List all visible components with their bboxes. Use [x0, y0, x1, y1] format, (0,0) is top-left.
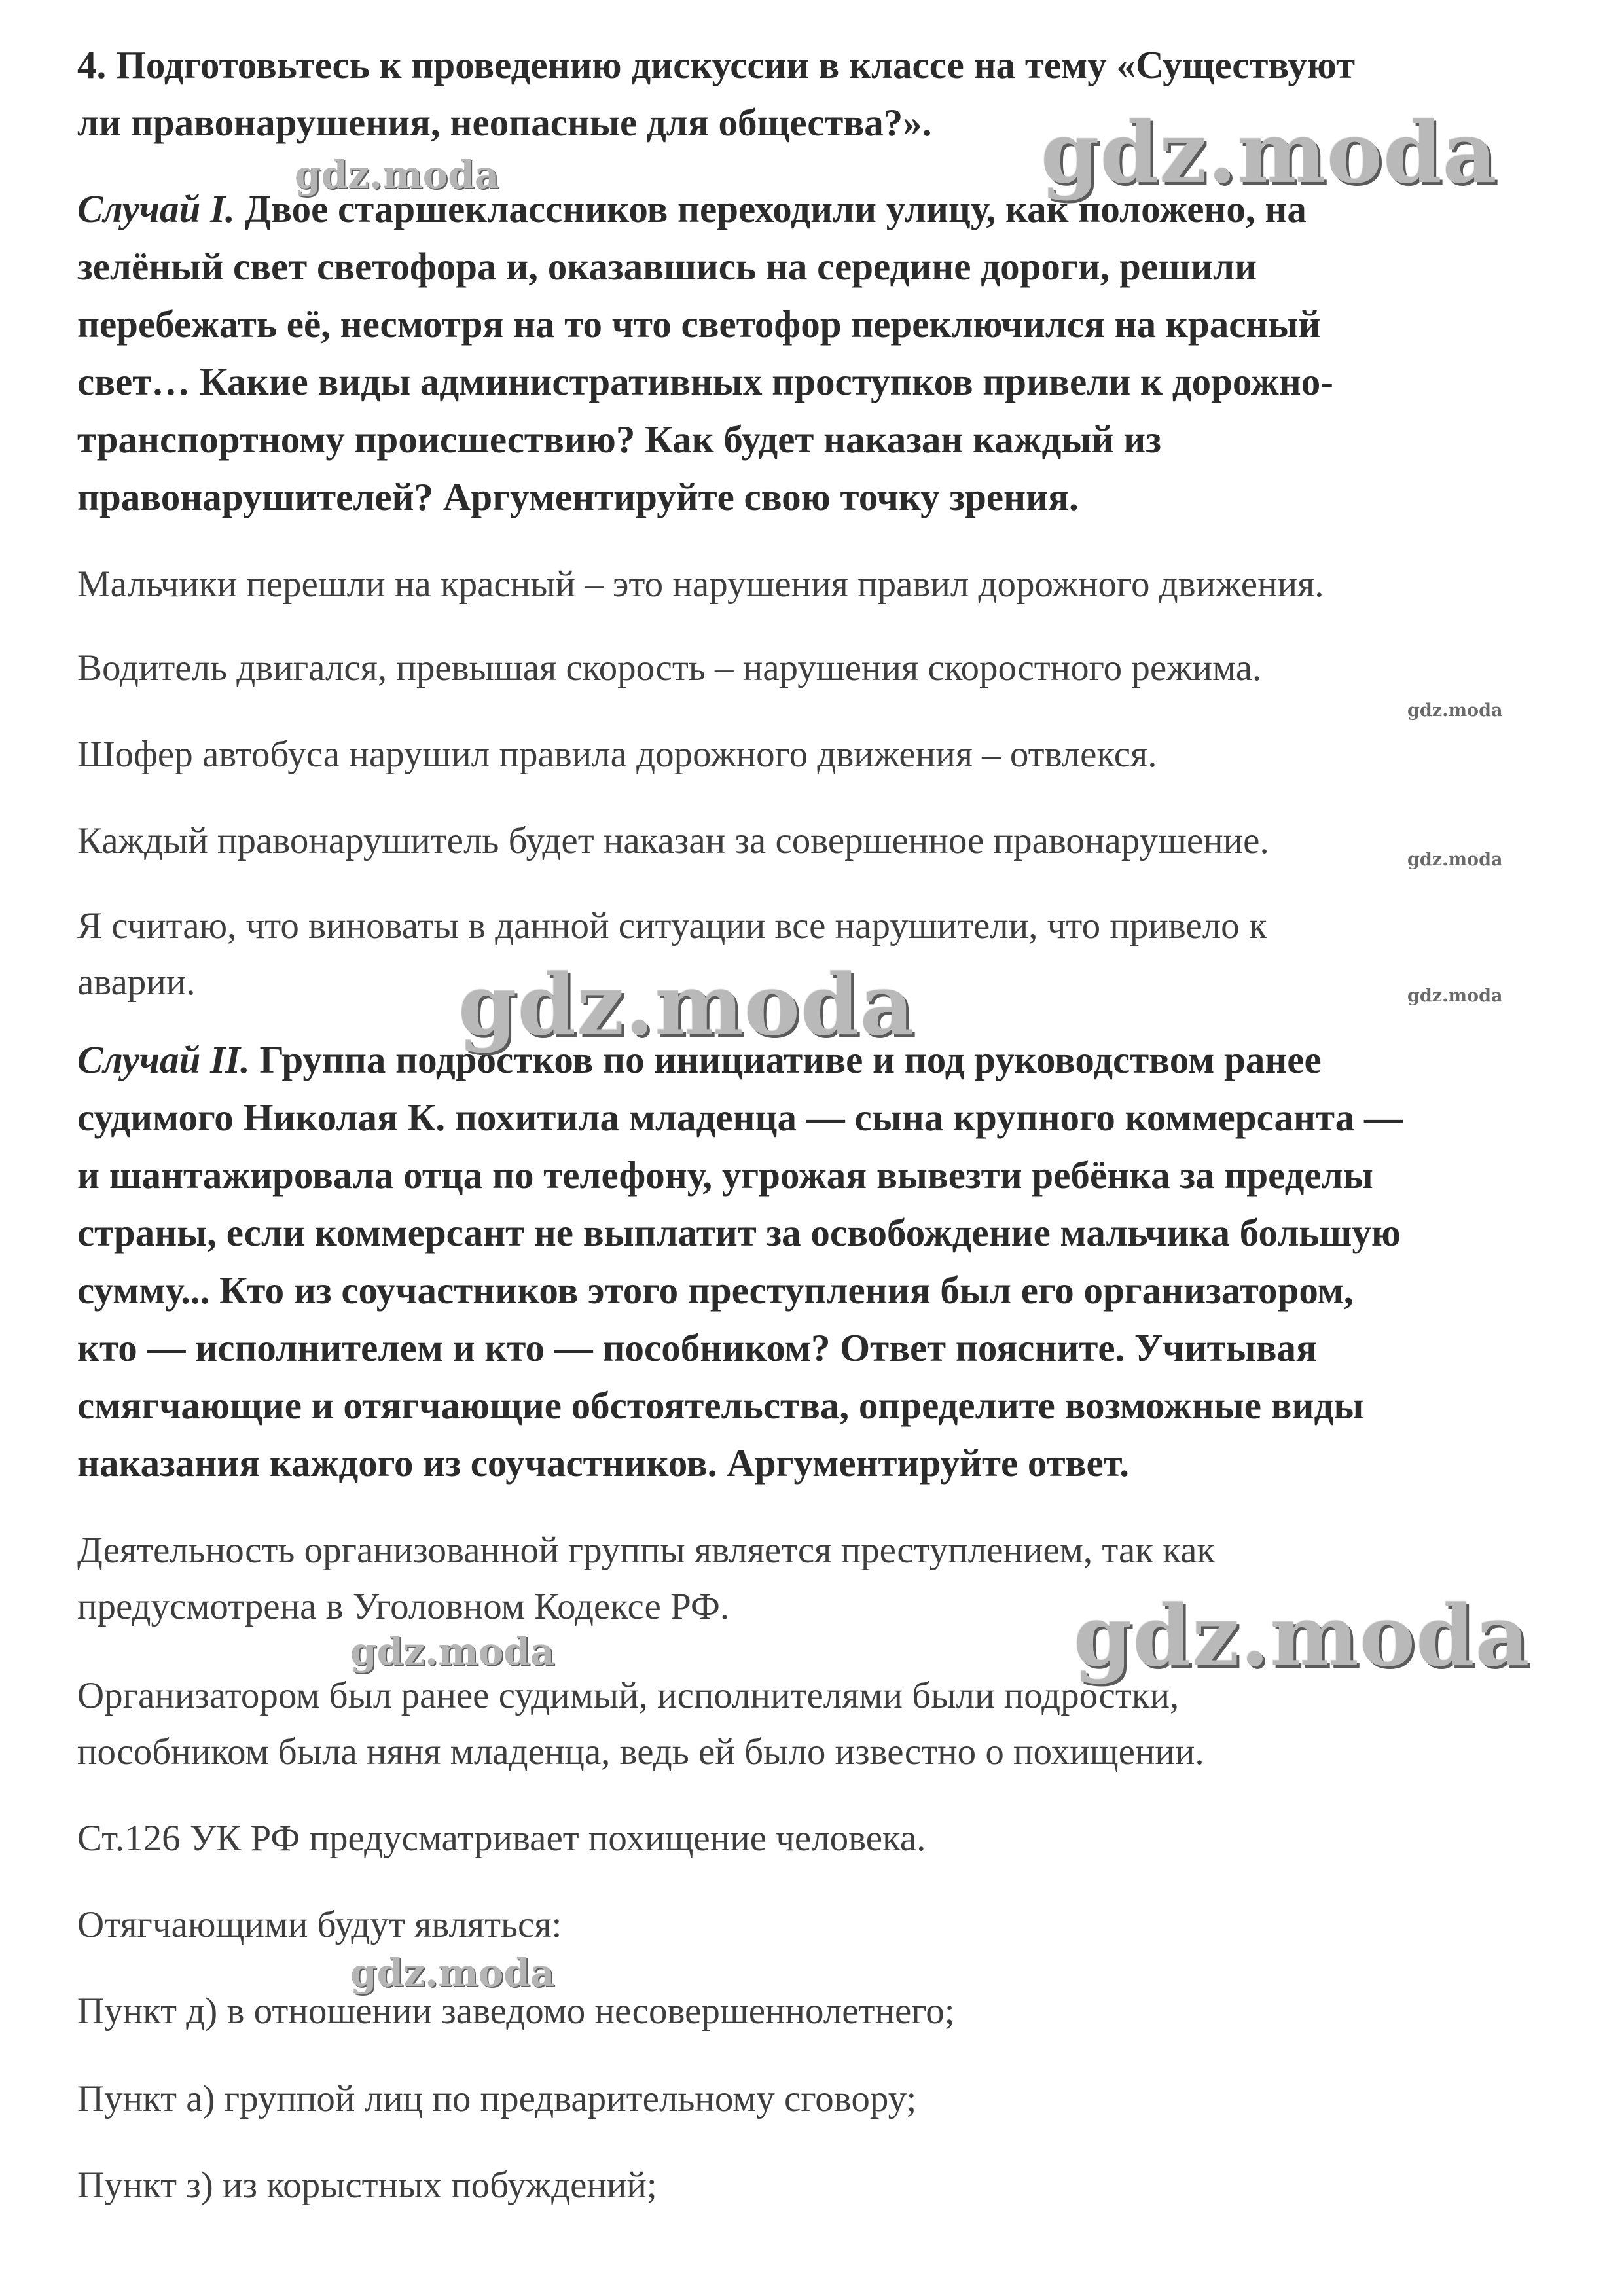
case2-answer-5: Ст.126 УК РФ предусматривает похищение человека.	[77, 1818, 926, 1859]
case2-question-line-1: Случай II. Группа подростков по инициативе и под руководством ранее	[77, 1038, 1322, 1081]
watermark-medium-3: gdz.moda	[350, 1951, 555, 1995]
watermark-medium-1: gdz.moda	[295, 153, 499, 197]
case2-question-line-7: смягчающие и отягчающие обстоятельства, определите возможные виды	[77, 1384, 1364, 1427]
case2-answer-7: Пункт д) в отношении заведомо несовершеннолетнего;	[77, 1990, 955, 2032]
case1-question-line-1: Случай I. Двое старшеклассников переходили улицу, как положено, на	[77, 187, 1307, 230]
task-line-2: ли правонарушения, неопасные для общества?».	[77, 101, 932, 144]
case2-question-line-5: сумму... Кто из соучастников этого преступления был его организатором,	[77, 1269, 1354, 1312]
case2-question-line-8: наказания каждого из соучастников. Аргументируйте ответ.	[77, 1441, 1129, 1485]
case2-question-line-3: и шантажировала отца по телефону, угрожая вывезти ребёнка за пределы	[77, 1153, 1373, 1197]
case1-answer-2: Водитель двигался, превышая скорость – нарушения скоростного режима.	[77, 647, 1262, 689]
watermark-medium-2: gdz.moda	[350, 1629, 555, 1674]
case2-question-line-2: судимого Николая К. похитила младенца — сына крупного коммерсанта —	[77, 1096, 1403, 1139]
case2-answer-2: предусмотрена в Уголовном Кодексе РФ.	[77, 1586, 730, 1627]
case2-question-line-6: кто — исполнителем и кто — пособником? Ответ поясните. Учитывая	[77, 1326, 1317, 1369]
case1-answer-1: Мальчики перешли на красный – это нарушения правил дорожного движения.	[77, 564, 1324, 605]
watermark-small-3: gdz.moda	[1407, 986, 1503, 1006]
case1-question-line-5: транспортному происшествию? Как будет наказан каждый из	[77, 418, 1161, 461]
case1-answer-5: Я считаю, что виноваты в данной ситуации все нарушители, что привело к	[77, 905, 1267, 946]
case1-question-line-4: свет… Какие виды административных проступков привели к дорожно-	[77, 360, 1333, 403]
case2-answer-8: Пункт а) группой лиц по предварительному сговору;	[77, 2078, 917, 2119]
watermark-small-1: gdz.moda	[1407, 700, 1503, 721]
case2-label: Случай II.	[77, 1038, 250, 1081]
case2-answer-4: пособником была няня младенца, ведь ей было известно о похищении.	[77, 1731, 1204, 1773]
watermark-large-3: gdz.moda	[1074, 1587, 1530, 1685]
case1-question-line-6: правонарушителей? Аргументируйте свою точку зрения.	[77, 475, 1079, 518]
case1-answer-4: Каждый правонарушитель будет наказан за совершенное правонарушение.	[77, 820, 1269, 861]
watermark-large-2: gdz.moda	[458, 956, 915, 1054]
case1-answer-3: Шофер автобуса нарушил правила дорожного движения – отвлекся.	[77, 734, 1157, 775]
case1-answer-6: аварии.	[77, 962, 196, 1003]
case2-answer-9: Пункт з) из корыстных побуждений;	[77, 2165, 657, 2206]
case2-question-line-4: страны, если коммерсант не выплатит за освобождение мальчика большую	[77, 1211, 1401, 1254]
case2-answer-6: Отягчающими будут являться:	[77, 1904, 562, 1945]
case2-answer-3: Организатором был ранее судимый, исполнителями были подростки,	[77, 1675, 1180, 1716]
case1-question-line-3: перебежать её, несмотря на то что светофор переключился на красный	[77, 302, 1321, 346]
watermark-large-1: gdz.moda	[1041, 104, 1498, 202]
task-line-1: 4. Подготовьтесь к проведению дискуссии в классе на тему «Существуют	[77, 43, 1356, 86]
case1-question-line-2: зелёный свет светофора и, оказавшись на середине дороги, решили	[77, 245, 1257, 288]
case2-answer-1: Деятельность организованной группы является преступлением, так как	[77, 1530, 1216, 1571]
case1-label: Случай I.	[77, 187, 235, 230]
watermark-small-2: gdz.moda	[1407, 850, 1503, 870]
